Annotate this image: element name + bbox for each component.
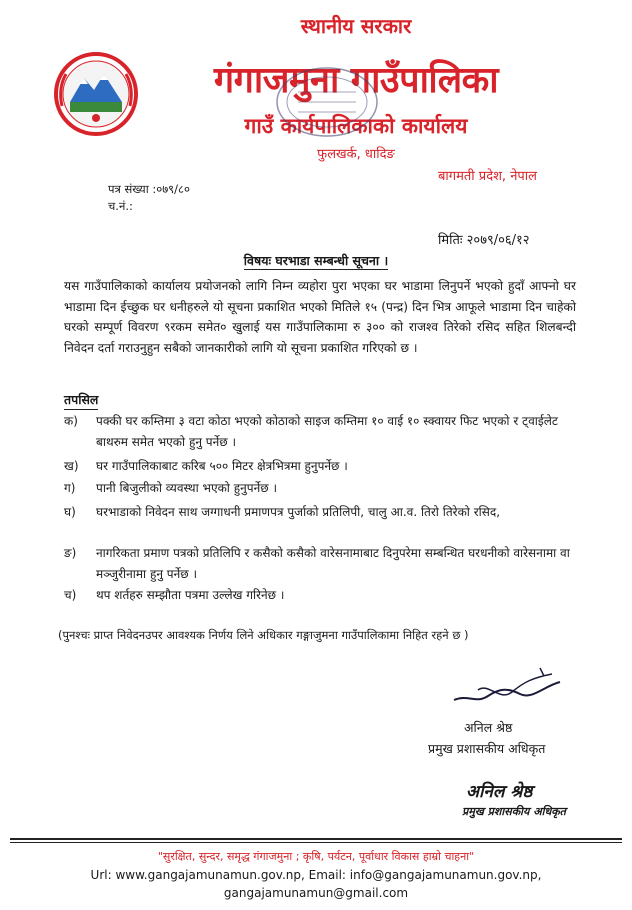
footer-divider: [10, 838, 622, 840]
handwritten-signature: [448, 664, 568, 710]
list-item-text: नागरिकता प्रमाण पत्रको प्रतिलिपि र कसैको कसैको वारेसनामाबाट दिनुपरेमा सम्बन्धित घरधनीको वारेसनामा वा मञ्जुरीनामा हुनु पर्नेछ ।: [96, 546, 570, 581]
office-address: फुलखर्क, धादिङ: [317, 147, 395, 162]
list-item-text: घर गाउँपालिकाबाट करिब ५०० मिटर क्षेत्रभित्रमा हुनुपर्नेछ ।: [96, 459, 348, 473]
subject-text: विषयः घरभाडा सम्बन्धी सूचना ।: [243, 253, 389, 268]
contact-line: Url: www.gangajamunamun.gov.np, Email: info@gangajamunamun.gov.np,: [90, 868, 542, 882]
signatory-title: प्रमुख प्रशासकीय अधिकृत: [428, 741, 546, 756]
list-item: [64, 411, 584, 453]
name-stamp: अनिल श्रेष्ठ: [466, 782, 533, 802]
signatory-name: अनिल श्रेष्ठ: [464, 720, 513, 735]
postscript-note: (पुनश्चः प्राप्त निवेदनउपर आवश्यक निर्णय लिने अधिकार गङ्गाजुमना गाउँपालिकामा निहित रहने छ ): [58, 628, 469, 642]
list-item-text: पानी बिजुलीको व्यवस्था भएको हुनुपर्नेछ ।: [96, 481, 278, 495]
list-item-text: घरभाडाको निवेदन साथ जग्गाधनी प्रमाणपत्र पुर्जाको प्रतिलिपी, चालु आ.व. तिरो तिरेको रसिद,: [96, 505, 501, 519]
list-item: [64, 478, 584, 499]
list-item-label: च): [64, 588, 77, 602]
list-item: [64, 502, 584, 523]
list-item-text: थप शर्तहरु सम्झौता पत्रमा उल्लेख गरिनेछ ।: [96, 588, 285, 602]
list-item-label: ख): [64, 459, 79, 473]
list-item: [64, 585, 584, 606]
notice-body: यस गाउँपालिकाको कार्यालय प्रयोजनको लागि निम्न व्यहोरा पुरा भएका घर भाडामा लिनुपर्ने भएको हुदाँ आफ्नो घर भाडामा दिन ईच्छुक घर धनीहरुले यो सूचना प्रकाशित भएको मितिले १५ (पन्द्र) दिन भित्र आफूले भाडामा दिन चाहेको घरको सम्पूर्ण विवरण ९रकम समेत० खुलाई यस गाउँपालिकामा रु ३०० को राजश्व तिरेको रसिद सहित शिलबन्दी निवेदन दर्ता गराउनुहुन सबैको जानकारीको लागि यो सूचना प्रकाशित गरिएको छ ।: [64, 279, 576, 355]
office-seal-icon: [268, 62, 386, 142]
list-item-label: घ): [64, 505, 76, 519]
list-item-label: क): [64, 414, 78, 428]
list-item-text: पक्की घर कम्तिमा ३ वटा कोठा भएको कोठाको साइज कम्तिमा १० वाई १० स्क्वायर फिट भएको र ट्वाईलेट बाथरुम समेत भएको हुनु पर्नेछ ।: [96, 414, 558, 449]
local-government-heading: स्थानीय सरकार: [300, 14, 412, 38]
list-item: [64, 456, 584, 477]
subject-line: [0, 252, 632, 269]
list-item-label: ग): [64, 481, 76, 495]
title-stamp: प्रमुख प्रशासकीय अधिकृत: [462, 805, 566, 818]
letter-date: मितिः २०७९/०६/१२: [438, 233, 530, 248]
details-heading: तपसिल: [64, 391, 98, 410]
province-label: बागमती प्रदेश, नेपाल: [438, 169, 537, 184]
municipality-name: गंगाजमुना गाउँपालिका: [213, 60, 499, 101]
footer-contact: [0, 866, 632, 902]
list-item-label: ङ): [64, 546, 77, 560]
office-name: गाउँ कार्यपालिकाको कार्यालय: [244, 114, 468, 138]
dispatch-number: च.नं.:: [108, 199, 133, 213]
list-item: [64, 543, 584, 585]
contact-email: gangajamunamun@gmail.com: [223, 886, 409, 900]
footer-divider-thin: [10, 842, 622, 843]
letter-number: पत्र संख्या :०७९/८०: [108, 182, 190, 196]
footer-slogan: "सुरक्षित, सुन्दर, समृद्ध गंगाजमुना ; कृषि, पर्यटन, पूर्वाधार विकास हाम्रो चाहना": [157, 850, 475, 863]
